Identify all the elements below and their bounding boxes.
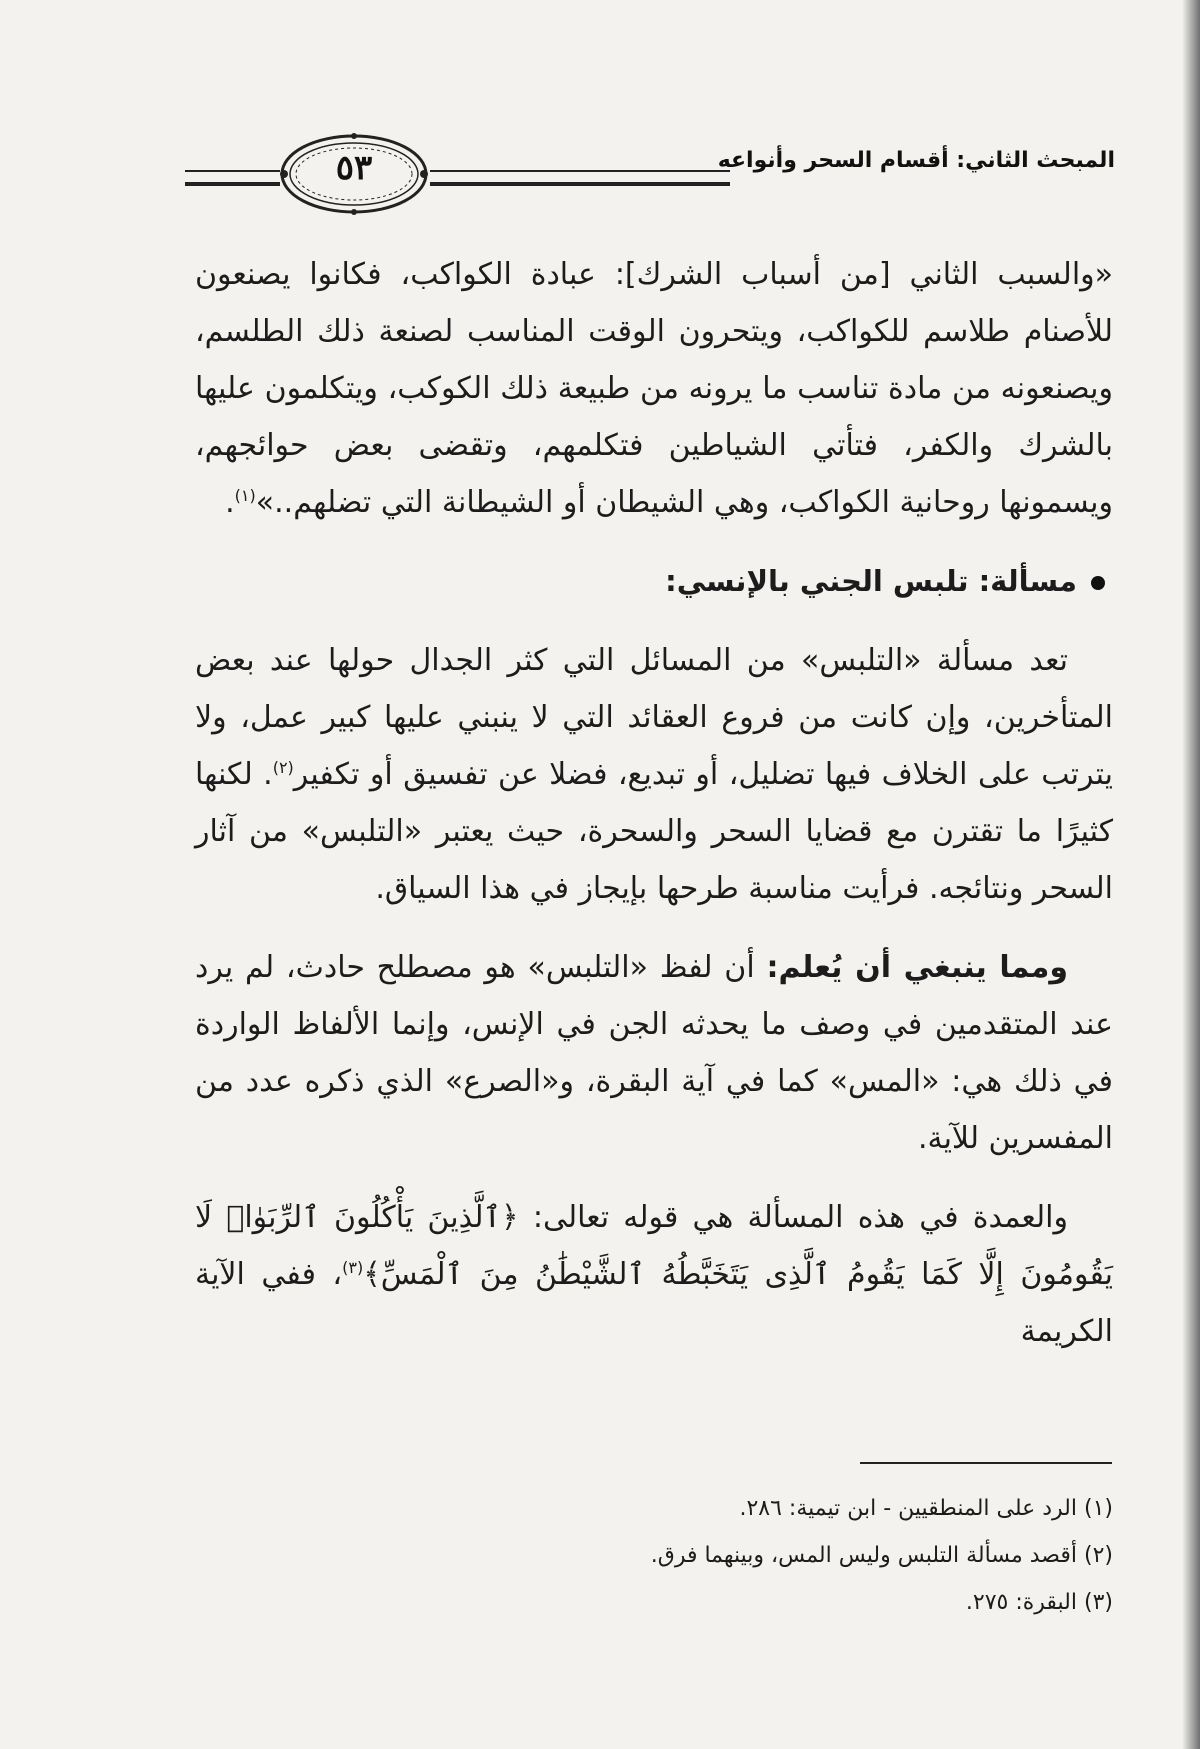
- quote-text: «والسبب الثاني [من أسباب الشرك]: عبادة الكواكب، فكانوا يصنعون للأصنام طلاسم للكواكب، ويتحرون الوقت المناسب لصنعة ذلك الطلسم، ويصنعونه من مادة تناسب ما يرونه من طبيعة ذلك الكوكب، ويتكلمون عليها بالشرك والكفر، فتأتي الشياطين فتكلمهم، وتقضى بعض حوائجهم، ويسمونها روحانية الكواكب، وهي الشيطان أو الشيطانة التي تضلهم..»: [195, 257, 1113, 520]
- section-heading: [195, 553, 1113, 610]
- quote-paragraph: «والسبب الثاني [من أسباب الشرك]: عبادة الكواكب، فكانوا يصنعون للأصنام طلاسم للكواكب، ويتحرون الوقت المناسب لصنعة ذلك الطلسم، ويصنعونه من مادة تناسب ما يرونه من طبيعة ذلك الكوكب، ويتكلمون عليها بالشرك والكفر، فتأتي الشياطين فتكلمهم، وتقضى بعض حوائجهم، ويسمونها روحانية الكواكب، وهي الشيطان أو الشيطانة التي تضلهم..»$^{(١)}$.: [195, 257, 1113, 520]
- bullet-icon: [1091, 576, 1105, 590]
- running-title: المبحث الثاني: أقسام السحر وأنواعه: [717, 148, 1115, 173]
- page-edge-shadow: [1182, 0, 1200, 1749]
- paragraph-3-part-2: ، ففي الآية الكريمة: [195, 1257, 1113, 1349]
- paragraph-1: [195, 632, 1113, 917]
- footnote-ref-1: (١): [234, 486, 256, 505]
- paragraph-1-part-1: تعد مسألة «التلبس» من المسائل التي كثر الجدال حولها عند بعض المتأخرين، وإن كانت من فروع العقائد التي لا ينبني عليها كبير عمل، ولا يترتب على الخلاف فيها تضليل، أو تبديع، فضلا عن تفسيق أو تكفير: [195, 643, 1113, 792]
- header-rule-left: [185, 170, 280, 186]
- paragraph-2: [195, 939, 1113, 1167]
- paragraph-2-lead: ومما ينبغي أن يُعلم:: [766, 950, 1068, 985]
- page-header: [185, 130, 1115, 220]
- footnote-ref-3: (٣): [342, 1258, 364, 1277]
- section-heading-text: مسألة: تلبس الجني بالإنسي:: [665, 564, 1077, 598]
- paragraph-3-part-1: والعمدة في هذه المسألة هي قوله تعالى: ﴿ٱلَّذِينَ يَأْكُلُونَ ٱلرِّبَوٰا۟ لَا يَقُومُونَ إِلَّا كَمَا يَقُومُ ٱلَّذِى يَتَخَبَّطُهُ ٱلشَّيْطَٰنُ مِنَ ٱلْمَسِّ﴾: [195, 1200, 1113, 1292]
- footnote-ref-2: (٢): [272, 758, 294, 777]
- footnote-separator: [860, 1462, 1112, 1464]
- footnote-1: (١) الرد على المنطقيين - ابن تيمية: ٢٨٦.: [739, 1496, 1113, 1521]
- paragraph-2-rest: أن لفظ «التلبس» هو مصطلح حادث، لم يرد عند المتقدمين في وصف ما يحدثه الجن في الإنس، وإنما الألفاظ الواردة في ذلك هي: «المس» كما في آية البقرة، و«الصرع» الذي ذكره عدد من المفسرين للآية.: [195, 950, 1113, 1156]
- header-rule-right: [430, 170, 730, 186]
- footnote-3: (٣) البقرة: ٢٧٥.: [965, 1590, 1113, 1615]
- paragraph-1-part-2: . لكنها كثيرًا ما تقترن مع قضايا السحر والسحرة، حيث يعتبر «التلبس» من آثار السحر ونتائجه. فرأيت مناسبة طرحها بإيجاز في هذا السياق.: [195, 757, 1113, 906]
- footnotes: [195, 1488, 1113, 1629]
- body-text: [195, 246, 1113, 1382]
- paragraph-3: [195, 1189, 1113, 1360]
- page-number: ٥٣: [335, 148, 373, 188]
- footnote-2: (٢) أقصد مسألة التلبس وليس المس، وبينهما فرق.: [650, 1543, 1113, 1568]
